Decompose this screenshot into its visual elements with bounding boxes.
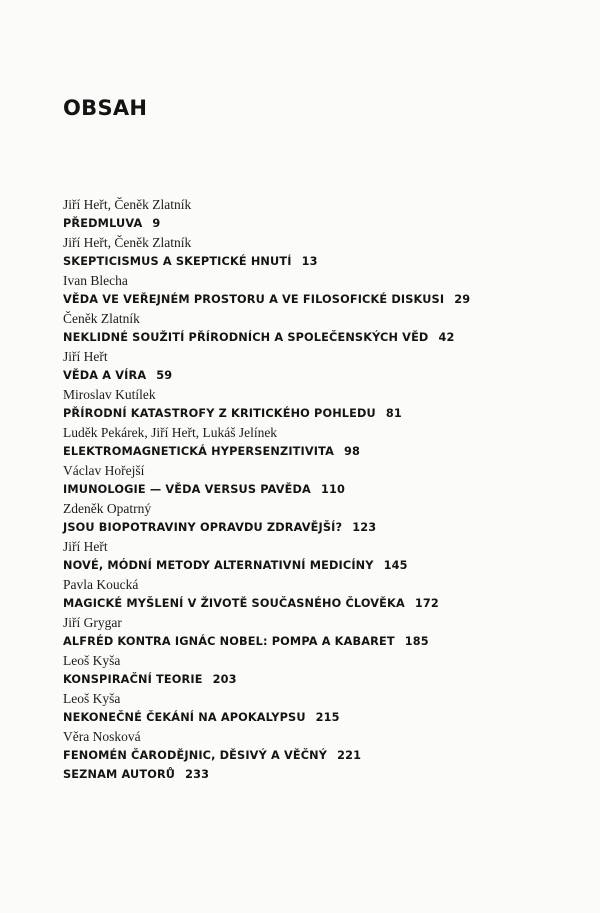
table-of-contents <box>63 195 583 784</box>
toc-page-number: 185 <box>404 635 429 648</box>
toc-title: ALFRÉD KONTRA IGNÁC NOBEL: POMPA A KABARET <box>63 635 395 648</box>
toc-entry <box>63 613 583 651</box>
toc-entry <box>63 271 583 309</box>
toc-page-number: 172 <box>414 597 439 610</box>
toc-page-number: 98 <box>344 445 361 458</box>
toc-entry <box>63 385 583 423</box>
toc-title: SEZNAM AUTORŮ <box>63 768 176 781</box>
toc-entry <box>63 195 583 233</box>
toc-entry <box>63 309 583 347</box>
toc-title: PŘÍRODNÍ KATASTROFY Z KRITICKÉHO POHLEDU <box>63 407 376 420</box>
toc-title-line[interactable] <box>63 556 583 575</box>
toc-title-line[interactable] <box>63 252 583 271</box>
toc-title-line[interactable] <box>63 328 583 347</box>
toc-title: IMUNOLOGIE — VĚDA VERSUS PAVĚDA <box>63 483 311 496</box>
toc-author: Luděk Pekárek, Jiří Heřt, Lukáš Jelínek <box>63 425 278 440</box>
toc-title: PŘEDMLUVA <box>63 217 143 230</box>
toc-title-line[interactable] <box>63 442 583 461</box>
toc-title: KONSPIRAČNÍ TEORIE <box>63 673 203 686</box>
page-title: OBSAH <box>63 96 148 120</box>
toc-author: Jiří Heřt <box>63 349 108 364</box>
toc-title: VĚDA VE VEŘEJNÉM PROSTORU A VE FILOSOFICKÉ DISKUSI <box>63 293 445 306</box>
toc-author: Jiří Heřt <box>63 539 108 554</box>
toc-author: Čeněk Zlatník <box>63 311 140 326</box>
toc-title-line[interactable] <box>63 670 583 689</box>
toc-title-line[interactable] <box>63 594 583 613</box>
toc-title-line[interactable] <box>63 366 583 385</box>
toc-title-line[interactable] <box>63 632 583 651</box>
toc-title: FENOMÉN ČARODĚJNIC, DĚSIVÝ A VĚČNÝ <box>63 749 328 762</box>
toc-entry <box>63 575 583 613</box>
toc-title: VĚDA A VÍRA <box>63 369 147 382</box>
toc-page-number: 221 <box>337 749 362 762</box>
toc-page-number: 13 <box>301 255 318 268</box>
toc-page-number: 59 <box>156 369 173 382</box>
toc-page-number: 233 <box>185 768 210 781</box>
toc-author: Pavla Koucká <box>63 577 139 592</box>
toc-title-line[interactable] <box>63 290 583 309</box>
toc-title-line[interactable] <box>63 765 583 784</box>
toc-author: Zdeněk Opatrný <box>63 501 152 516</box>
toc-entry <box>63 651 583 689</box>
toc-page-number: 42 <box>438 331 455 344</box>
toc-page-number: 145 <box>383 559 408 572</box>
toc-title: SKEPTICISMUS A SKEPTICKÉ HNUTÍ <box>63 255 292 268</box>
toc-page-number: 203 <box>212 673 237 686</box>
toc-title-line[interactable] <box>63 746 583 765</box>
toc-entry <box>63 347 583 385</box>
toc-title-line[interactable] <box>63 214 583 233</box>
toc-page-number: 215 <box>315 711 340 724</box>
toc-title: NEKLIDNÉ SOUŽITÍ PŘÍRODNÍCH A SPOLEČENSKÝCH VĚD <box>63 331 429 344</box>
toc-author: Leoš Kyša <box>63 691 121 706</box>
toc-entry <box>63 461 583 499</box>
toc-title: JSOU BIOPOTRAVINY OPRAVDU ZDRAVĚJŠÍ? <box>63 521 343 534</box>
toc-entry <box>63 537 583 575</box>
toc-title: MAGICKÉ MYŠLENÍ V ŽIVOTĚ SOUČASNÉHO ČLOVĚKA <box>63 597 405 610</box>
toc-page-number: 9 <box>152 217 161 230</box>
toc-author: Ivan Blecha <box>63 273 128 288</box>
toc-author: Jiří Grygar <box>63 615 122 630</box>
toc-author: Jiří Heřt, Čeněk Zlatník <box>63 235 192 250</box>
toc-author: Václav Hořejší <box>63 463 145 478</box>
toc-author: Jiří Heřt, Čeněk Zlatník <box>63 197 192 212</box>
toc-title-line[interactable] <box>63 518 583 537</box>
toc-title: ELEKTROMAGNETICKÁ HYPERSENZITIVITA <box>63 445 335 458</box>
toc-entry <box>63 765 583 784</box>
toc-title-line[interactable] <box>63 480 583 499</box>
toc-entry <box>63 499 583 537</box>
toc-title: NEKONEČNÉ ČEKÁNÍ NA APOKALYPSU <box>63 711 306 724</box>
toc-page-number: 81 <box>385 407 402 420</box>
toc-page-number: 123 <box>352 521 377 534</box>
toc-author: Věra Nosková <box>63 729 141 744</box>
toc-author: Leoš Kyša <box>63 653 121 668</box>
toc-entry <box>63 233 583 271</box>
toc-title-line[interactable] <box>63 404 583 423</box>
toc-page-number: 29 <box>454 293 471 306</box>
toc-title-line[interactable] <box>63 708 583 727</box>
toc-page-number: 110 <box>320 483 345 496</box>
toc-entry <box>63 727 583 765</box>
toc-entry <box>63 423 583 461</box>
toc-title: NOVÉ, MÓDNÍ METODY ALTERNATIVNÍ MEDICÍNY <box>63 559 374 572</box>
toc-author: Miroslav Kutílek <box>63 387 156 402</box>
toc-entry <box>63 689 583 727</box>
